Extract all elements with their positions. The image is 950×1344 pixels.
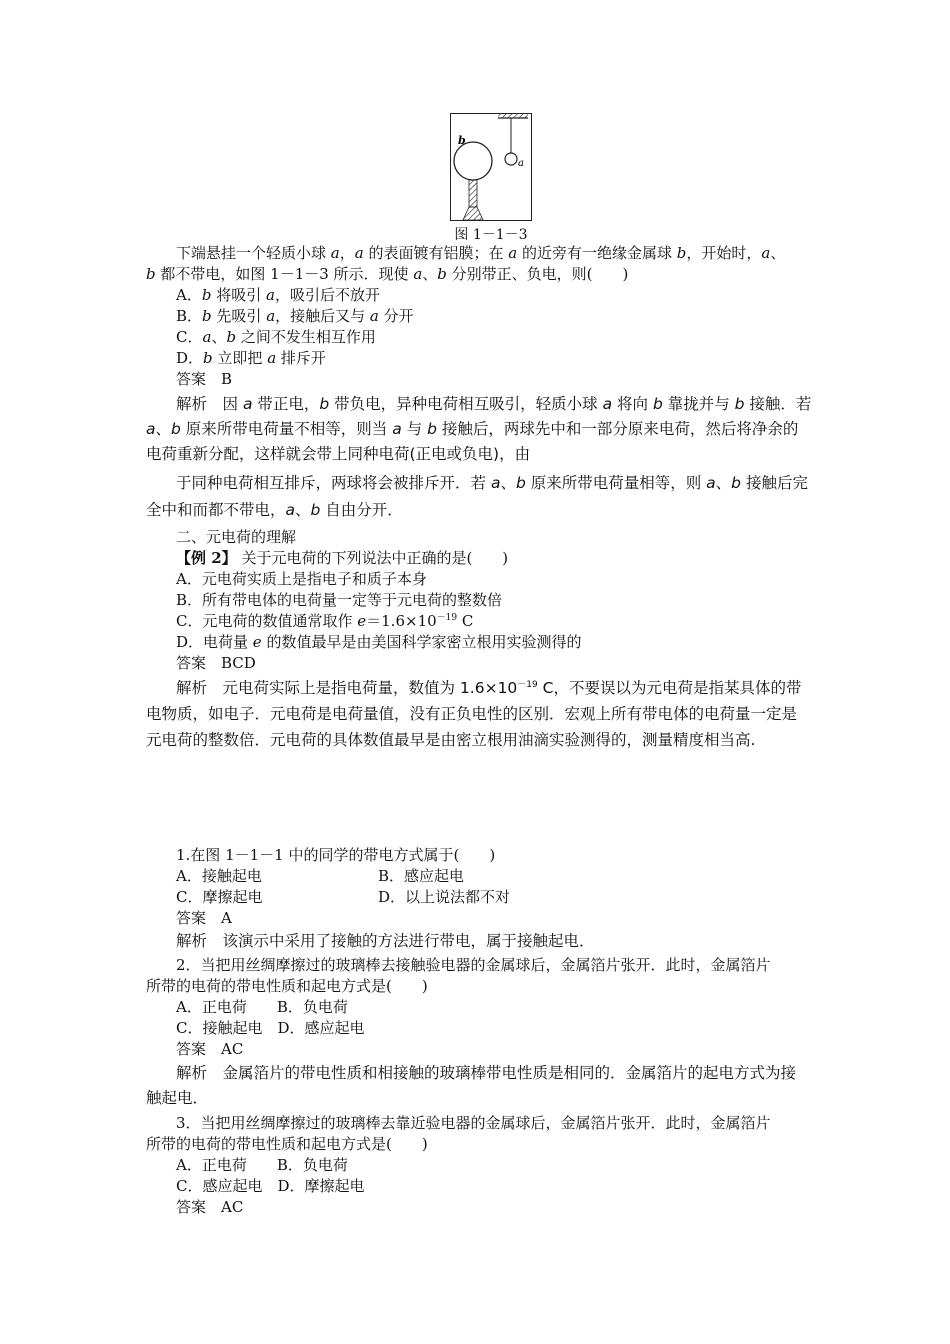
example-1-option-d: D．b 立即把 a 排斥开: [176, 349, 326, 367]
question-1-answer: 答案 A: [176, 909, 232, 927]
example-2-option-a: A．元电荷实质上是指电子和质子本身: [176, 570, 427, 588]
ceiling-hatch: [498, 113, 528, 118]
question-2-answer: 答案 AC: [176, 1040, 244, 1058]
question-1-option-a: A．接触起电: [176, 867, 262, 885]
example-1-option-a: A．b 将吸引 a，吸引后不放开: [176, 286, 380, 304]
example-1-explanation-line-2: a、b 原来所带电荷量不相等，则当 a 与 b 接触后，两球先中和一部分原来电荷，然后将净余的: [146, 420, 799, 438]
question-3-options-cd: C．感应起电 D．摩擦起电: [176, 1177, 365, 1195]
insulated-stand: [469, 180, 477, 207]
example-1-stem-line-1: 下端悬挂一个轻质小球 a，a 的表面镀有铝膜；在 a 的近旁有一绝缘金属球 b，开始时，a、: [176, 244, 786, 262]
example-2-explanation-line-2: 电物质，如电子．元电荷是电荷量值，没有正负电性的区别．宏观上所有带电体的电荷量一定是: [146, 705, 798, 723]
question-2-explanation-line-2: 触起电．: [146, 1089, 209, 1107]
question-2-stem-line-2: 所带的电荷的带电性质和起电方式是( ): [146, 977, 428, 995]
question-2-stem-line-1: 2．当把用丝绸摩擦过的玻璃棒去接触验电器的金属球后，金属箔片张开．此时，金属箔片: [176, 956, 771, 974]
question-2-explanation-line-1: 解析 金属箔片的带电性质和相接触的玻璃棒带电性质是相同的．金属箔片的起电方式为接: [176, 1064, 797, 1082]
ball-a: [505, 153, 517, 165]
question-3-stem-line-2: 所带的电荷的带电性质和起电方式是( ): [146, 1135, 428, 1153]
charged-spheres-diagram: [450, 113, 532, 221]
example-1-explanation-line-1: 解析 因 a 带正电，b 带负电，异种电荷相互吸引，轻质小球 a 将向 b 靠拢并与 b 接触．若: [176, 395, 812, 413]
question-3-answer: 答案 AC: [176, 1198, 244, 1216]
example-2-explanation-line-1: 解析 元电荷实际上是指电荷量，数值为 $1.6\times 10^{-19}$ C，不要误以为元电荷是指某具体的带: [176, 679, 802, 697]
label-b: b: [458, 134, 466, 147]
question-1-option-b: B．感应起电: [378, 867, 465, 885]
figure-caption: 图 1－1－3: [454, 227, 528, 243]
question-3-stem-line-1: 3．当把用丝绸摩擦过的玻璃棒去靠近验电器的金属球后，金属箔片张开．此时，金属箔片: [176, 1114, 771, 1132]
figure-1-1-3: [450, 113, 532, 221]
example-1-option-b: B．b 先吸引 a，接触后又与 a 分开: [176, 307, 414, 325]
example-2-answer: 答案 BCD: [176, 654, 256, 672]
example-2-stem: 【例 2】 关于元电荷的下列说法中正确的是( ): [176, 549, 509, 567]
sphere-b: [454, 142, 492, 180]
question-1-explanation: 解析 该演示中采用了接触的方法进行带电，属于接触起电．: [176, 932, 595, 950]
section-heading: 二、元电荷的理解: [176, 528, 297, 546]
example-1-explanation-line-4: 于同种电荷相互排斥，两球将会被排斥开．若 a、b 原来所带电荷量相等，则 a、b 接触后完: [176, 474, 808, 492]
example-1-stem-line-2: b 都不带电，如图 1－1－3 所示．现使 a、b 分别带正、负电，则( ): [146, 265, 629, 283]
question-1-option-d: D．以上说法都不对: [378, 888, 511, 906]
example-2-option-c: C．元电荷的数值通常取作 $e=1.6\times 10^{-19}$ C: [176, 612, 474, 630]
example-1-explanation-line-3: 电荷重新分配，这样就会带上同种电荷(正电或负电)，由: [146, 445, 531, 463]
label-a: a: [518, 158, 524, 169]
example-1-option-c: C．a、b 之间不发生相互作用: [176, 328, 376, 346]
example-1-answer: 答案 B: [176, 370, 233, 388]
question-3-options-ab: A．正电荷 B．负电荷: [176, 1156, 348, 1174]
question-2-options-cd: C．接触起电 D．感应起电: [176, 1019, 365, 1037]
example-2-option-b: B．所有带电体的电荷量一定等于元电荷的整数倍: [176, 591, 503, 609]
example-1-explanation-line-5: 全中和而都不带电，a、b 自由分开．: [146, 501, 403, 519]
question-2-options-ab: A．正电荷 B．负电荷: [176, 998, 348, 1016]
question-1-option-c: C．摩擦起电: [176, 888, 263, 906]
question-1-stem: 1.在图 1－1－1 中的同学的带电方式属于( ): [176, 846, 496, 864]
example-2-explanation-line-3: 元电荷的整数倍．元电荷的具体数值最早是由密立根用油滴实验测得的，测量精度相当高.: [146, 731, 756, 749]
example-2-option-d: D．电荷量 e 的数值最早是由美国科学家密立根用实验测得的: [176, 633, 582, 651]
stand-base: [463, 207, 483, 220]
